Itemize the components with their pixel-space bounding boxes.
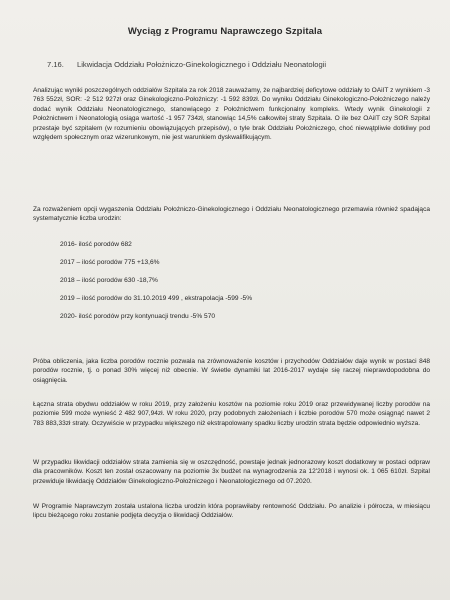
list-item: 2020- ilość porodów przy kontynuacji trendu -5% 570 xyxy=(60,313,216,320)
list-item: 2018 – ilość porodów 630 -18,7% xyxy=(60,277,158,284)
section-title: Likwidacja Oddziału Położniczo-Ginekologicznego i Oddziału Neonatologii xyxy=(77,60,327,69)
document-title: Wyciąg z Programu Naprawczego Szpitala xyxy=(127,26,323,37)
list-item: 2016- ilość porodów 682 xyxy=(60,241,132,248)
section-heading xyxy=(47,60,430,69)
paragraph-combined-loss: Łączna strata obydwu oddziałów w roku 2019, przy założeniu kosztów na poziomie roku 2019 oraz przewidywanej liczby porodów na poziomie 599 może wynieść 2 482 907,94zł. W roku 2020, przy podobnych założeniach i liczbie porodów 570 może osiągnąć nawet 2 783 883,33zł straty. Oczywiście w przypadku większego niż ekstrapolowany spadku liczby urodzin strata będzie odpowiednio wyższa. xyxy=(33,401,430,427)
paragraph-breakeven: Próba obliczenia, jaka liczba porodów rocznie pozwala na zrównoważenie kosztów i przychodów Oddziałów daje wynik w postaci 848 porodów rocznie, tj. o ponad 30% więcej niż obecnie. W świetle dynamiki lat 2016-2017 wydaje się raczej nieprawdopodobna do osiągnięcia. xyxy=(33,358,430,384)
paragraph-liquidation-cost: W przypadku likwidacji oddziałów strata zamienia się w oszczędność, powstaje jednak jednorazowy koszt dodatkowy w postaci odpraw dla pracowników. Koszt ten został oszacowany na poziomie 3x budżet na wynagrodzenia za 12'2018 i wynosi ok. 1 065 610zł. Szpital przewiduje likwidację Oddziałów Ginekologiczno-Położniczego i Neonatologicznego od 07.2020. xyxy=(33,459,430,485)
list-item: 2019 – ilość porodów do 31.10.2019 499 , ekstrapolacja -599 -5% xyxy=(60,295,253,302)
paragraph-births-intro: Za rozważeniem opcji wygaszenia Oddziału Położniczo-Ginekologicznego i Oddziału Neonatologicznego przemawia również spadająca systematycznie liczba urodzin: xyxy=(33,206,430,223)
paragraph-deficit-analysis: Analizując wyniki poszczególnych oddziałów Szpitala za rok 2018 zauważamy, że najbardziej deficytowe oddziały to OAiIT z wynikiem -3 763 552zł, SOR: -2 512 927zł oraz Ginekologiczno-Położniczy: -1 592 839zł. Do wyniku Oddziału Ginekologiczno-Położniczego należy dodać wynik Oddziału Neonatologicznego, stanowiącego z Położnictwem funkcjonalny kompleks. Wtedy wynik Ginekologii z Położnictwem i Neonatologią osiąga wartość -1 957 734zł, stanowiąc 14,5% całkowitej straty Szpitala. O ile bez OAiIT czy SOR Szpital przestaje być szpitalem (w rozumieniu obowiązujących przepisów), o tyle brak Oddziału Położniczego, choć niewątpliwie dotkliwy pod względem społecznym oraz wizerunkowym, nie jest warunkiem dyskwalifikującym. xyxy=(33,87,430,142)
list-item: 2017 – ilość porodów 775 +13,6% xyxy=(60,259,160,266)
section-number: 7.16. xyxy=(47,60,64,69)
paragraph-decision: W Programie Naprawczym została ustalona liczba urodzin która poprawiłaby rentowność Oddziału. Po analizie i półrocza, w miesiącu lipcu bieżącego roku zostanie podjęta decyzja o likwidacji Oddziałów. xyxy=(33,503,430,520)
